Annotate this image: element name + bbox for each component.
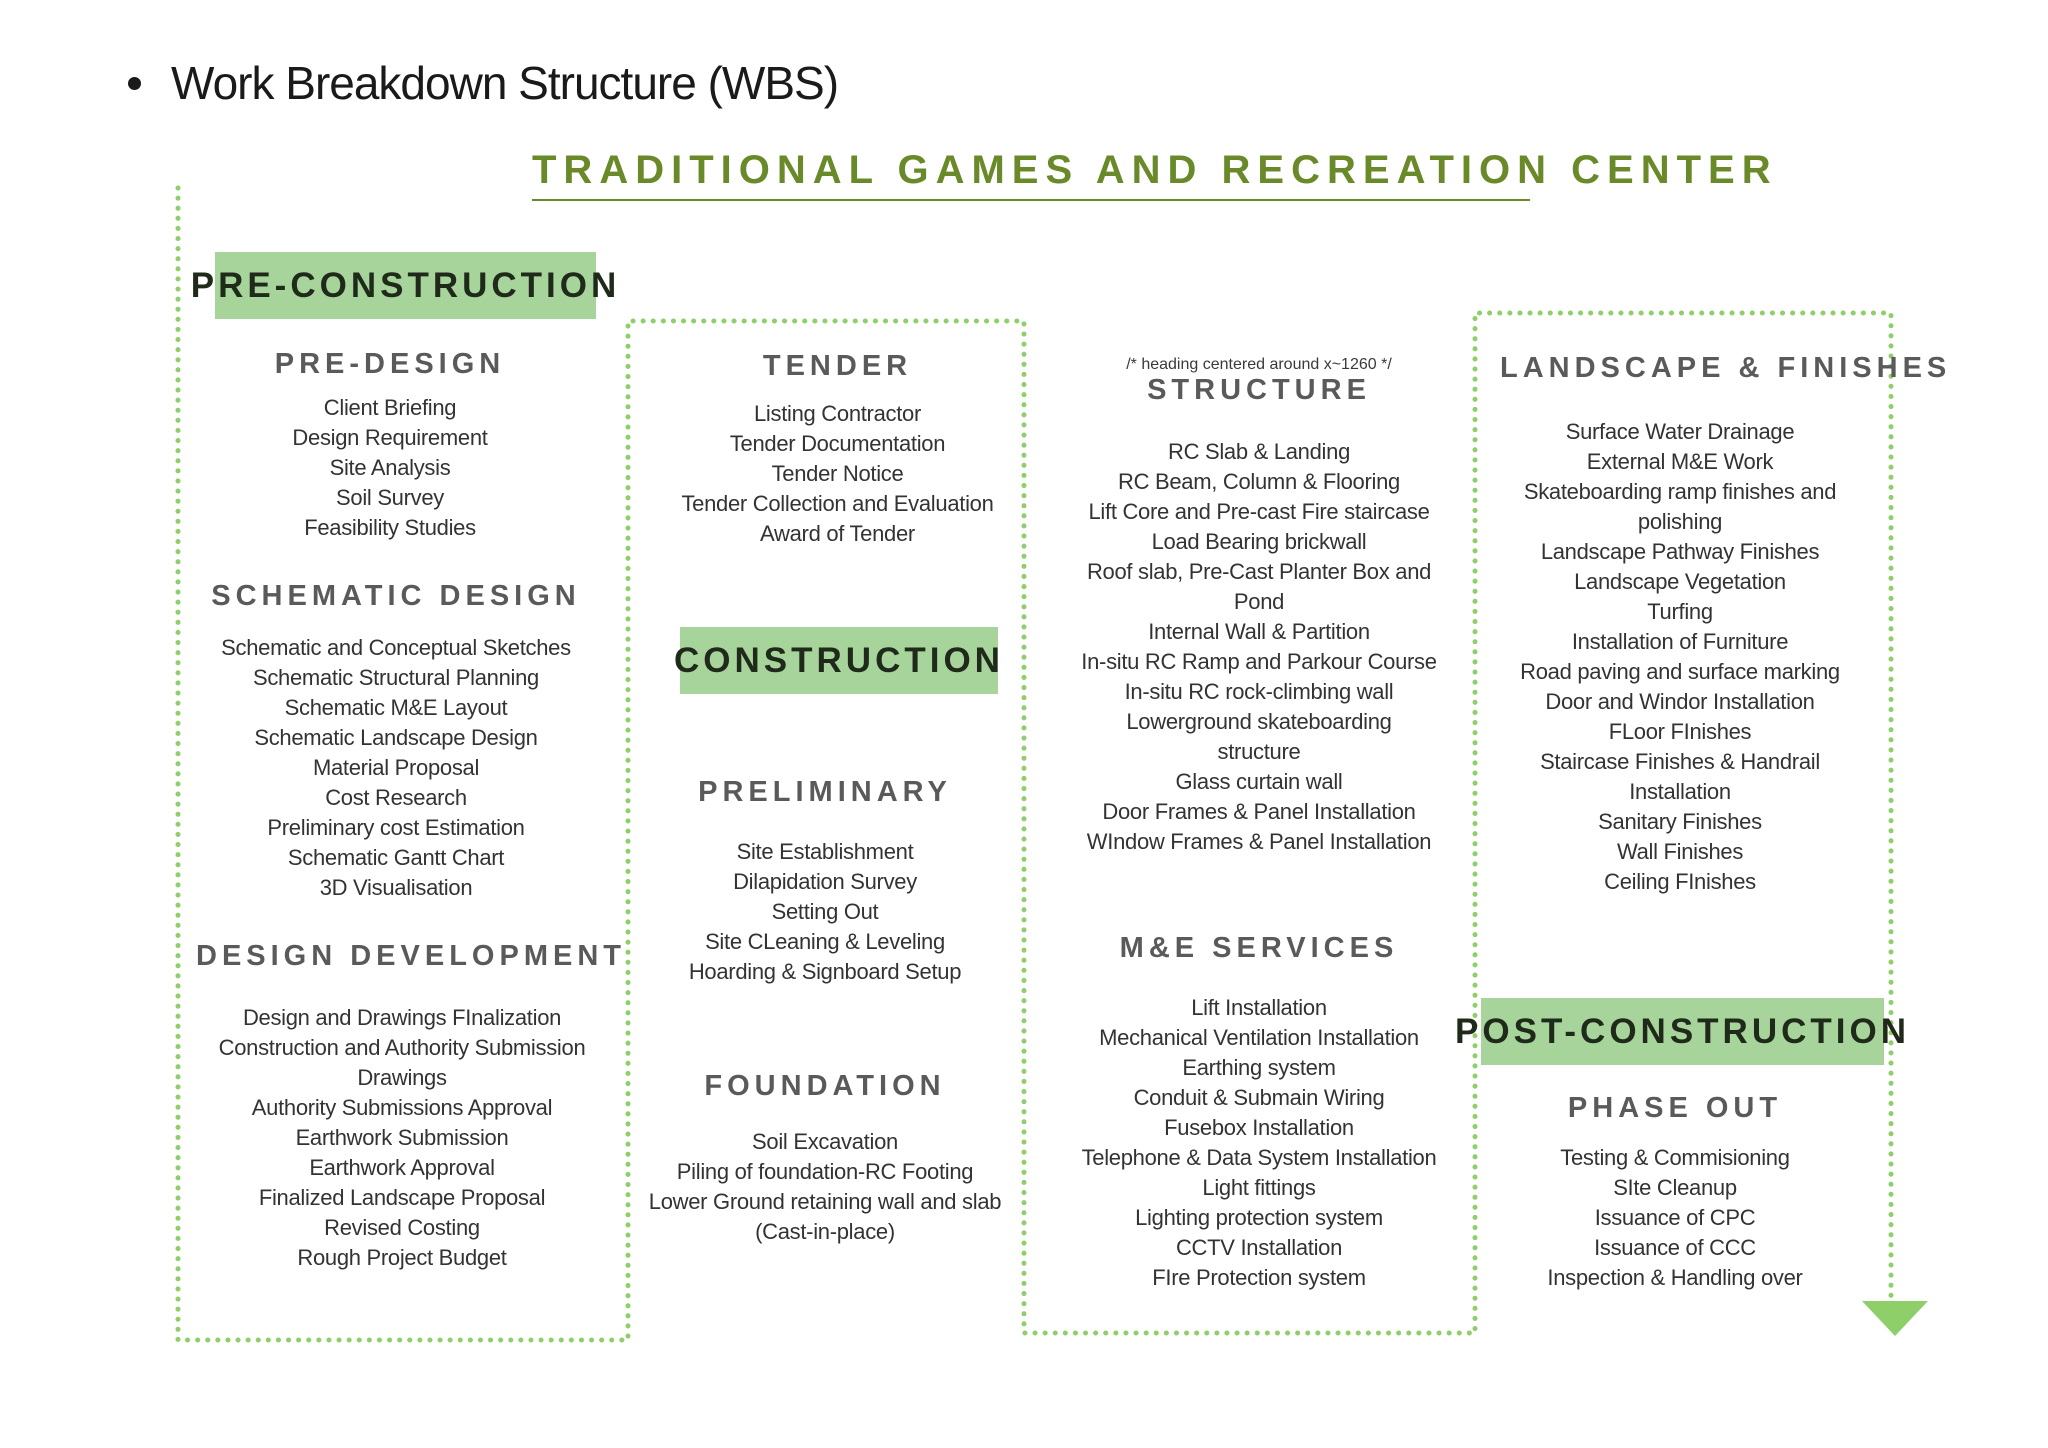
list-item: Feasibility Studies bbox=[304, 515, 476, 540]
list-item: Installation of Furniture bbox=[1571, 629, 1789, 654]
list-item: Site CLeaning & Leveling bbox=[705, 929, 945, 954]
list-item: Glass curtain wall bbox=[1175, 769, 1343, 794]
section-heading: FOUNDATION bbox=[704, 1070, 946, 1102]
section-pre-design bbox=[200, 348, 580, 543]
item-list bbox=[655, 837, 995, 987]
list-item: SIte Cleanup bbox=[1613, 1175, 1737, 1200]
list-item: Light fittings bbox=[1202, 1175, 1316, 1200]
list-item: FLoor FInishes bbox=[1608, 719, 1752, 744]
list-item: Piling of foundation-RC Footing bbox=[676, 1159, 974, 1184]
list-item: Installation bbox=[1629, 779, 1731, 804]
section-heading: PHASE OUT bbox=[1567, 1092, 1783, 1124]
list-item: Roof slab, Pre-Cast Planter Box and bbox=[1086, 559, 1432, 584]
list-item: Door Frames & Panel Installation bbox=[1102, 799, 1416, 824]
item-list bbox=[1500, 417, 1860, 897]
list-item: 3D Visualisation bbox=[319, 875, 473, 900]
section-schematic-design bbox=[196, 580, 596, 903]
list-item: Sanitary Finishes bbox=[1598, 809, 1762, 834]
section-preliminary bbox=[655, 776, 995, 987]
list-item: Issuance of CPC bbox=[1594, 1205, 1756, 1230]
phase-pre-construction: PRE-CONSTRUCTION bbox=[215, 252, 596, 319]
list-item: Road paving and surface marking bbox=[1520, 659, 1840, 684]
list-item: Schematic Structural Planning bbox=[252, 665, 539, 690]
list-item: Lift Installation bbox=[1191, 995, 1327, 1020]
list-item: Fusebox Installation bbox=[1164, 1115, 1354, 1140]
section-landscape-finishes bbox=[1500, 352, 1952, 897]
list-item: Soil Survey bbox=[336, 485, 444, 510]
list-item: Inspection & Handling over bbox=[1547, 1265, 1803, 1290]
list-item: Door and Windor Installation bbox=[1545, 689, 1815, 714]
list-item: Issuance of CCC bbox=[1594, 1235, 1756, 1260]
list-item: In-situ RC Ramp and Parkour Course bbox=[1081, 649, 1437, 674]
section-heading: TENDER bbox=[762, 350, 913, 382]
list-item: Lighting protection system bbox=[1135, 1205, 1383, 1230]
list-item: Design and Drawings FInalization bbox=[242, 1005, 562, 1030]
list-item: In-situ RC rock-climbing wall bbox=[1124, 679, 1394, 704]
list-item: Cost Research bbox=[325, 785, 467, 810]
item-list bbox=[196, 1003, 608, 1273]
phase-construction: CONSTRUCTION bbox=[680, 627, 998, 694]
list-item: Telephone & Data System Installation bbox=[1081, 1145, 1437, 1170]
diagram-title: TRADITIONAL GAMES AND RECREATION CENTER bbox=[532, 148, 1530, 201]
section-structure: /* heading centered around x~1260 */ STRUCTURE RC Slab & Landing RC Beam, Column & Flooring Lift Core and Pre-cast Fire staircase Load Bearing brickwall Roof slab, Pre-Cast Planter Box and Pond Internal Wall & Partition In-situ RC Ramp and Parkour Course In-situ RC rock-climbing wall Lowerground skateboarding structure Glass curtain wall Door Frames & Panel Installation WIndow Frames & Panel Installation bbox=[1078, 356, 1440, 857]
list-item: Conduit & Submain Wiring bbox=[1133, 1085, 1385, 1110]
list-item: Schematic Gantt Chart bbox=[287, 845, 505, 870]
list-item: structure bbox=[1217, 739, 1301, 764]
list-item: Tender Notice bbox=[771, 461, 904, 486]
list-item: RC Slab & Landing bbox=[1167, 439, 1351, 464]
list-item: Earthing system bbox=[1182, 1055, 1336, 1080]
list-item: Testing & Commisioning bbox=[1560, 1145, 1790, 1170]
list-item: Construction and Authority Submission bbox=[218, 1035, 586, 1060]
section-heading: LANDSCAPE & FINISHES bbox=[1500, 352, 1952, 384]
list-item: Surface Water Drainage bbox=[1565, 419, 1795, 444]
list-item: Mechanical Ventilation Installation bbox=[1099, 1025, 1419, 1050]
list-item: Revised Costing bbox=[324, 1215, 480, 1240]
list-item: Internal Wall & Partition bbox=[1148, 619, 1370, 644]
list-item: Preliminary cost Estimation bbox=[267, 815, 525, 840]
list-item: FIre Protection system bbox=[1152, 1265, 1366, 1290]
list-item: polishing bbox=[1637, 509, 1723, 534]
list-item: Landscape Pathway Finishes bbox=[1540, 539, 1820, 564]
list-item: Dilapidation Survey bbox=[733, 869, 917, 894]
section-heading: M&E SERVICES bbox=[1119, 932, 1399, 964]
list-item: Schematic Landscape Design bbox=[254, 725, 538, 750]
list-item: Authority Submissions Approval bbox=[251, 1095, 553, 1120]
list-item: Award of Tender bbox=[760, 521, 915, 546]
list-item: Setting Out bbox=[771, 899, 879, 924]
list-item: Hoarding & Signboard Setup bbox=[688, 959, 962, 984]
list-item: RC Beam, Column & Flooring bbox=[1118, 469, 1400, 494]
list-item: Site Analysis bbox=[329, 455, 451, 480]
list-item: WIndow Frames & Panel Installation bbox=[1086, 829, 1432, 854]
section-phase-out bbox=[1500, 1092, 1850, 1293]
section-tender bbox=[655, 350, 1020, 549]
list-item: Lowerground skateboarding bbox=[1126, 709, 1392, 734]
list-item: Rough Project Budget bbox=[297, 1245, 507, 1270]
list-item: Ceiling FInishes bbox=[1604, 869, 1756, 894]
item-list bbox=[655, 399, 1020, 549]
list-item: Soil Excavation bbox=[752, 1129, 898, 1154]
list-item: Turfing bbox=[1647, 599, 1713, 624]
list-item: Earthwork Submission bbox=[295, 1125, 509, 1150]
list-item: Skateboarding ramp finishes and bbox=[1523, 479, 1837, 504]
list-item: Landscape Vegetation bbox=[1574, 569, 1786, 594]
end-arrow-icon bbox=[1862, 1301, 1928, 1336]
phase-post-construction: POST-CONSTRUCTION bbox=[1481, 998, 1884, 1065]
item-list bbox=[200, 393, 580, 543]
list-item: Lift Core and Pre-cast Fire staircase bbox=[1088, 499, 1430, 524]
list-item: Tender Documentation bbox=[729, 431, 946, 456]
list-item: Wall Finishes bbox=[1616, 839, 1744, 864]
item-list bbox=[1078, 437, 1440, 857]
section-heading: PRE-DESIGN bbox=[274, 348, 506, 380]
list-item: Tender Collection and Evaluation bbox=[681, 491, 994, 516]
list-item: Design Requirement bbox=[292, 425, 488, 450]
list-item: Earthwork Approval bbox=[309, 1155, 495, 1180]
item-list bbox=[1500, 1143, 1850, 1293]
list-item: Client Briefing bbox=[323, 395, 457, 420]
list-item: Site Establishment bbox=[736, 839, 914, 864]
section-heading: SCHEMATIC DESIGN bbox=[211, 580, 581, 612]
list-item: Load Bearing brickwall bbox=[1151, 529, 1367, 554]
item-list bbox=[196, 633, 596, 903]
section-heading: PRELIMINARY bbox=[698, 776, 952, 808]
list-item: External M&E Work bbox=[1586, 449, 1774, 474]
section-foundation bbox=[645, 1070, 1005, 1247]
list-item: (Cast-in-place) bbox=[755, 1219, 895, 1244]
list-item: Material Proposal bbox=[312, 755, 480, 780]
list-item: Finalized Landscape Proposal bbox=[258, 1185, 546, 1210]
slide-heading-text: Work Breakdown Structure (WBS) bbox=[171, 57, 839, 109]
list-item: Lower Ground retaining wall and slab bbox=[648, 1189, 1002, 1214]
item-list bbox=[1078, 993, 1440, 1293]
list-item: Pond bbox=[1233, 589, 1285, 614]
list-item: Schematic M&E Layout bbox=[284, 695, 508, 720]
section-design-development bbox=[196, 940, 626, 1273]
list-item: Listing Contractor bbox=[753, 401, 921, 426]
list-item: CCTV Installation bbox=[1175, 1235, 1343, 1260]
list-item: Drawings bbox=[357, 1065, 447, 1090]
list-item: Schematic and Conceptual Sketches bbox=[221, 635, 571, 660]
item-list bbox=[645, 1127, 1005, 1247]
list-item: Staircase Finishes & Handrail bbox=[1540, 749, 1820, 774]
section-heading: STRUCTURE bbox=[1147, 374, 1371, 406]
section-me-services bbox=[1078, 932, 1440, 1293]
section-heading: DESIGN DEVELOPMENT bbox=[196, 940, 626, 972]
